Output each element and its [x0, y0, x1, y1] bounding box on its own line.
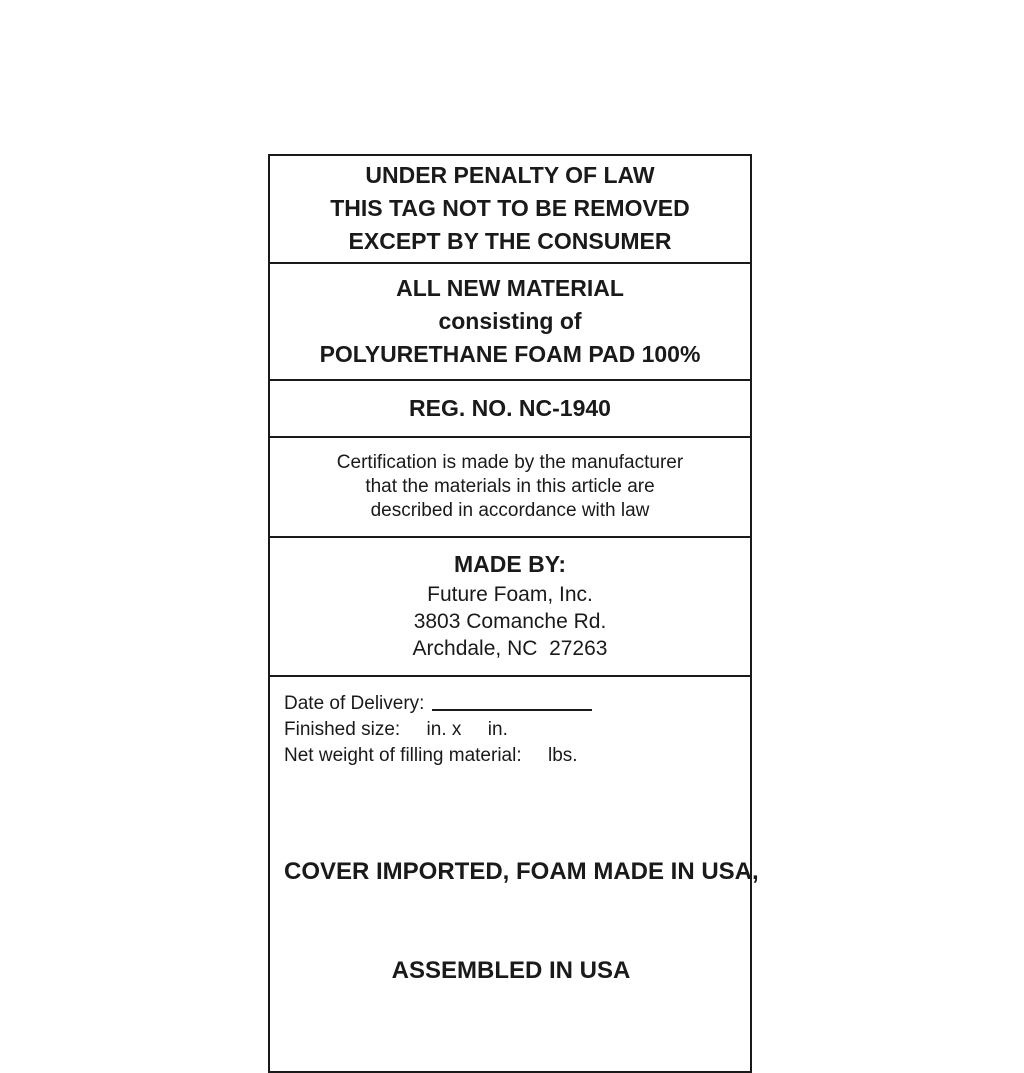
finished-size-line: Finished size: in. x in.: [284, 719, 508, 741]
certification-line-1: Certification is made by the manufacturer: [336, 452, 684, 473]
details-section: [270, 677, 759, 1071]
manufacturer-street: 3803 Comanche Rd.: [413, 610, 607, 633]
date-of-delivery-blank: [432, 693, 592, 711]
manufacturer-name: Future Foam, Inc.: [427, 583, 593, 606]
material-line-3: POLYURETHANE FOAM PAD 100%: [319, 341, 701, 367]
penalty-line-2: THIS TAG NOT TO BE REMOVED: [330, 195, 690, 221]
certification-section: [270, 438, 750, 538]
material-line-2: consisting of: [438, 308, 582, 334]
certification-line-2: that the materials in this article are: [365, 476, 655, 497]
material-section: [270, 264, 750, 381]
penalty-line-1: UNDER PENALTY OF LAW: [365, 162, 655, 188]
material-line-1: ALL NEW MATERIAL: [396, 275, 624, 301]
origin-statement: [284, 789, 759, 1053]
registration-number: REG. NO. NC-1940: [409, 395, 611, 421]
registration-number-section: [270, 381, 750, 438]
net-weight-line: Net weight of filling material: lbs.: [284, 745, 578, 767]
date-of-delivery-label: Date of Delivery:: [284, 693, 425, 715]
penalty-section: [270, 156, 750, 264]
made-by-section: [270, 538, 750, 677]
penalty-line-3: EXCEPT BY THE CONSUMER: [348, 228, 672, 254]
made-by-heading: MADE BY:: [453, 551, 566, 577]
manufacturer-city-state-zip: Archdale, NC 27263: [412, 637, 608, 660]
law-tag-label: [268, 154, 759, 1073]
certification-line-3: described in accordance with law: [370, 500, 650, 521]
origin-line-2: ASSEMBLED IN USA: [391, 957, 631, 985]
date-of-delivery-line: [284, 691, 738, 717]
origin-line-1: COVER IMPORTED, FOAM MADE IN USA,: [284, 858, 759, 886]
